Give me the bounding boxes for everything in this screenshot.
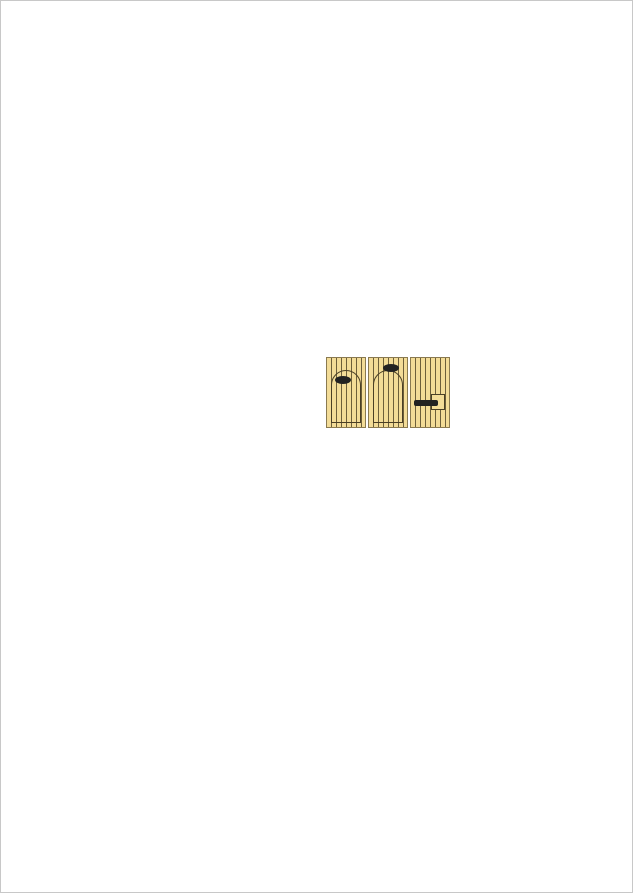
birds-icon bbox=[414, 400, 438, 406]
cartoon-panel-2 bbox=[368, 357, 408, 428]
cartoon-exit-figure bbox=[326, 357, 458, 447]
cartoon-panel-1 bbox=[326, 357, 366, 428]
cartoon-panel-3 bbox=[410, 357, 450, 428]
birds-icon bbox=[383, 364, 399, 372]
birds-icon bbox=[335, 376, 351, 384]
